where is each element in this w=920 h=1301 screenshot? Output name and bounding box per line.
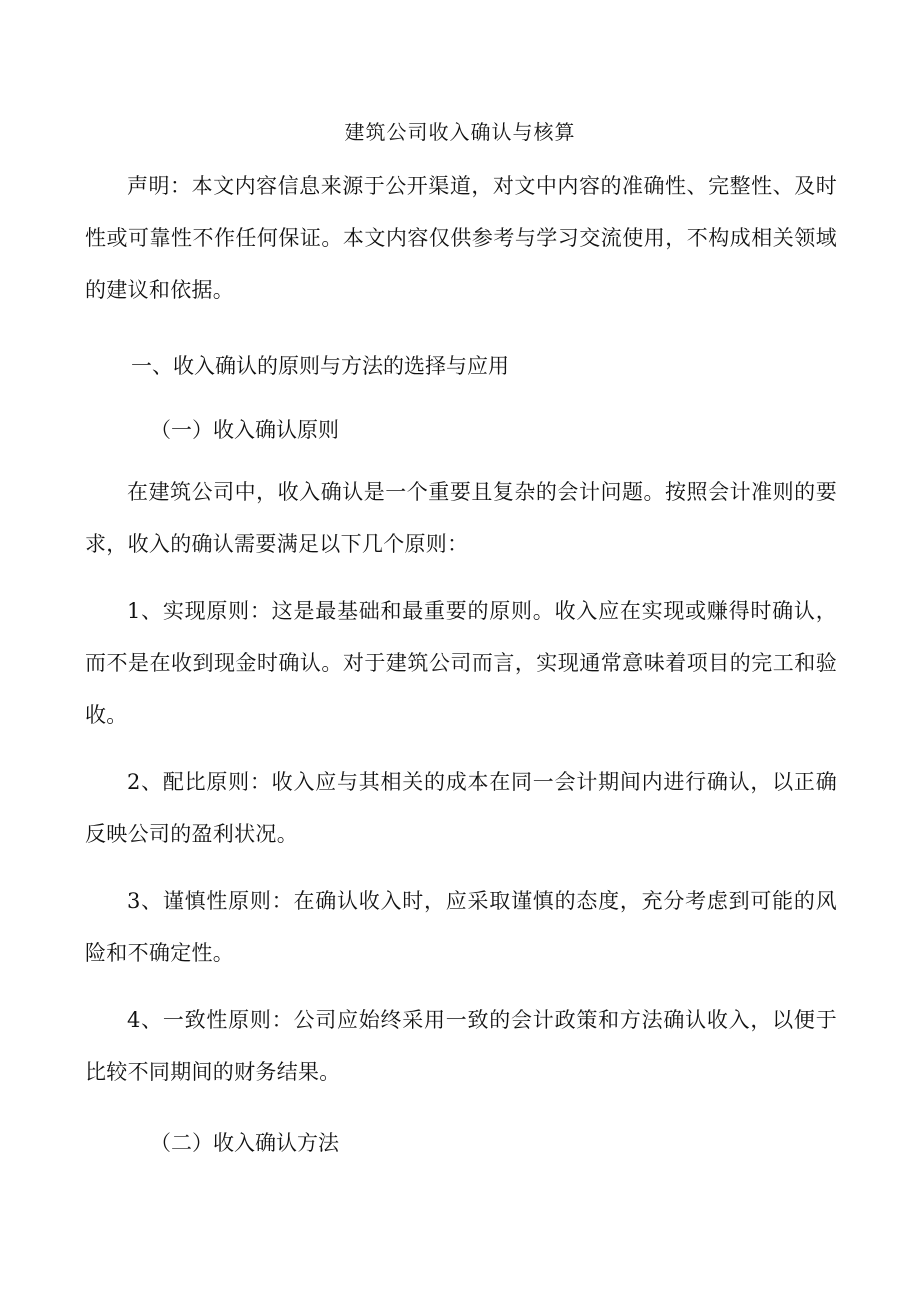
subsection-1-heading: （一）收入确认原则 <box>150 418 339 442</box>
document-title: 建筑公司收入确认与核算 <box>344 120 576 144</box>
subsection-2-heading: （二）收入确认方法 <box>150 1131 339 1155</box>
principle-paragraph-4: 4、一致性原则：公司应始终采用一致的会计政策和方法确认收入，以便于比较不同期间的财务结果。 <box>85 1008 837 1084</box>
principle-paragraph-2: 2、配比原则：收入应与其相关的成本在同一会计期间内进行确认，以正确反映公司的盈利状况。 <box>85 770 837 846</box>
principle-paragraph-1: 1、实现原则：这是最基础和最重要的原则。收入应在实现或赚得时确认，而不是在收到现金时确认。对于建筑公司而言，实现通常意味着项目的完工和验收。 <box>85 599 837 727</box>
intro-paragraph: 在建筑公司中，收入确认是一个重要且复杂的会计问题。按照会计准则的要求，收入的确认需要满足以下几个原则： <box>85 480 837 556</box>
disclaimer-paragraph: 声明：本文内容信息来源于公开渠道，对文中内容的准确性、完整性、及时性或可靠性不作任何保证。本文内容仅供参考与学习交流使用，不构成相关领域的建议和依据。 <box>85 174 837 302</box>
principle-paragraph-3: 3、谨慎性原则：在确认收入时，应采取谨慎的态度，充分考虑到可能的风险和不确定性。 <box>85 889 837 965</box>
section-1-heading: 一、收入确认的原则与方法的选择与应用 <box>131 354 509 378</box>
